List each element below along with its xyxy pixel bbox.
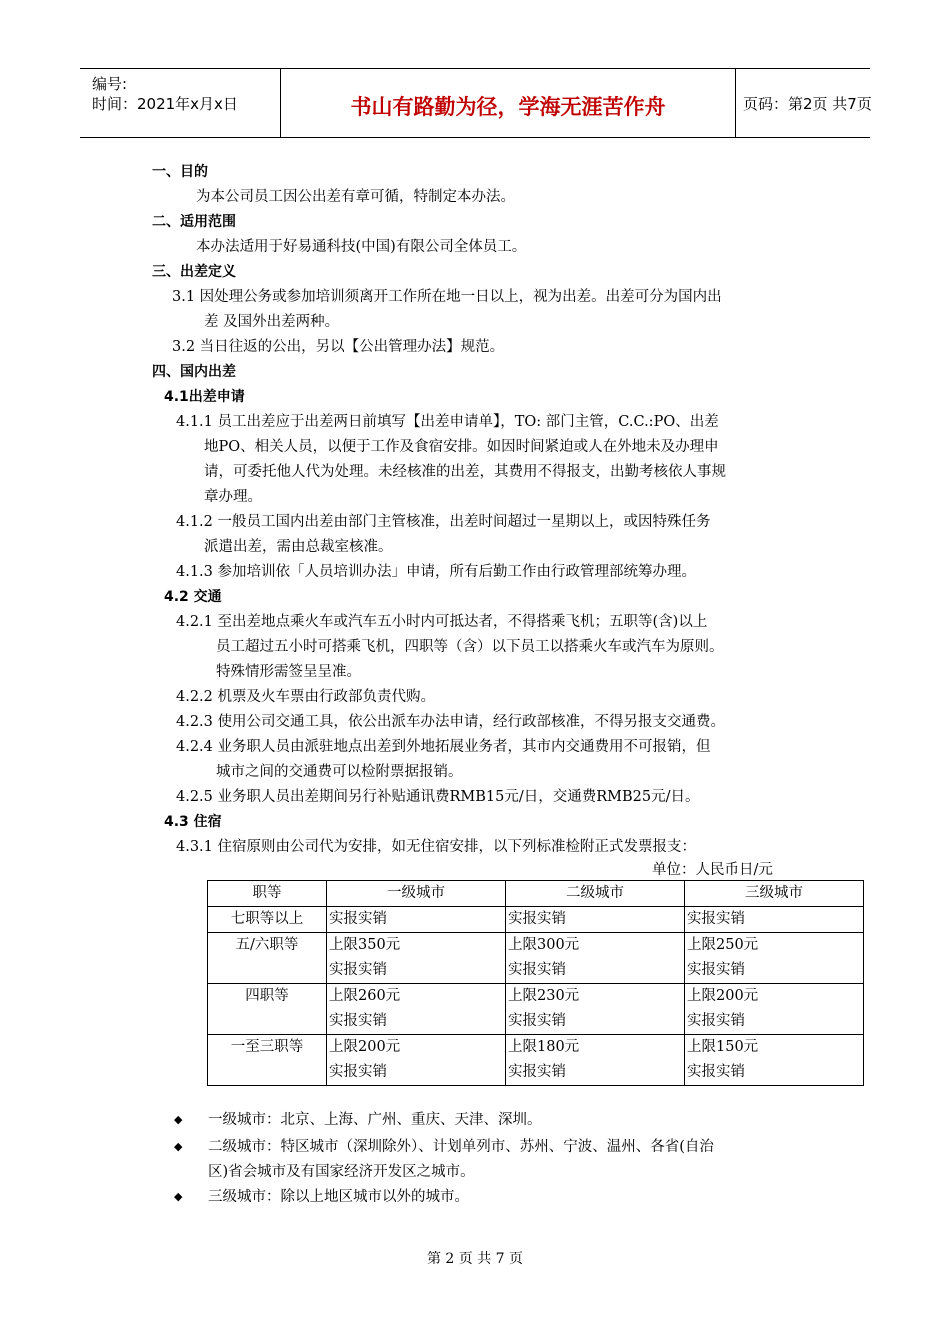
table-header-tier2: 二级城市	[506, 881, 685, 907]
clause-4-2-2: 4.2.2 机票及火车票由行政部负责代购。	[176, 689, 436, 705]
cell-line: 实报实销	[687, 962, 745, 978]
table-row	[208, 984, 864, 1035]
table-cell	[327, 984, 506, 1035]
subsection-title-4-1: 4.1出差申请	[164, 389, 245, 405]
header-right	[735, 69, 870, 137]
table-cell-grade: 四职等	[208, 984, 327, 1035]
clause-4-2-1-line2: 员工超过五小时可搭乘飞机，四职等（含）以下员工以搭乘火车或汽车为原则。	[216, 639, 724, 655]
clause-4-1-1-line2: 地PO、相关人员，以便于工作及食宿安排。如因时间紧迫或人在外地未及办理申	[204, 439, 719, 455]
subsection-title-4-2: 4.2 交通	[164, 589, 222, 605]
clause-4-1-3: 4.1.3 参加培训依「人员培训办法」申请，所有后勤工作由行政管理部统筹办理。	[176, 564, 697, 580]
page-number-label: 页码：第2页 共7页	[743, 95, 872, 113]
header-left	[80, 69, 280, 137]
clause-4-1-1-line4: 章办理。	[204, 489, 262, 505]
diamond-bullet-icon: ◆	[174, 1140, 183, 1153]
table-cell	[327, 907, 506, 933]
cell-line: 上限300元	[508, 937, 580, 953]
cell-line: 实报实销	[329, 1064, 387, 1080]
clause-4-2-3: 4.2.3 使用公司交通工具，依公出派车办法申请，经行政部核准，不得另报支交通费。	[176, 714, 726, 730]
cell-line: 上限200元	[329, 1039, 401, 1055]
section-title-domestic: 四、国内出差	[152, 364, 236, 380]
cell-line: 上限260元	[329, 988, 401, 1004]
table-row	[208, 1035, 864, 1086]
cell-line: 上限180元	[508, 1039, 580, 1055]
clause-3-1-line2: 差 及国外出差两种。	[204, 314, 340, 330]
section-title-definition: 三、出差定义	[152, 264, 236, 280]
cell-line: 上限350元	[329, 937, 401, 953]
clause-4-2-4-line2: 城市之间的交通费可以检附票据报销。	[216, 764, 463, 780]
clause-4-2-1-line1: 4.2.1 至出差地点乘火车或汽车五小时内可抵达者，不得搭乘飞机；五职等(含)以上	[176, 614, 708, 630]
table-cell	[685, 933, 864, 984]
diamond-bullet-icon: ◆	[174, 1190, 183, 1203]
table-header-tier3: 三级城市	[685, 881, 864, 907]
page-header	[80, 68, 870, 138]
table-cell	[685, 984, 864, 1035]
table-cell	[327, 1035, 506, 1086]
cell-line: 实报实销	[687, 911, 745, 927]
cell-line: 实报实销	[508, 911, 566, 927]
diamond-bullet-icon: ◆	[174, 1113, 183, 1126]
clause-3-2: 3.2 当日往返的公出，另以【公出管理办法】规范。	[172, 339, 505, 355]
clause-4-3-1: 4.3.1 住宿原则由公司代为安排，如无住宿安排，以下列标准检附正式发票报支：	[176, 839, 697, 855]
cell-line: 实报实销	[687, 1064, 745, 1080]
header-motto-cell	[280, 69, 736, 137]
lodging-standard-table	[207, 880, 864, 1086]
cell-line: 实报实销	[329, 1013, 387, 1029]
table-cell	[506, 984, 685, 1035]
cell-line: 实报实销	[329, 962, 387, 978]
section-title-scope: 二、适用范围	[152, 214, 236, 230]
subsection-title-4-3: 4.3 住宿	[164, 814, 222, 830]
bullet-tier2-line1: 二级城市：特区城市（深圳除外）、计划单列市、苏州、宁波、温州、各省(自治	[208, 1139, 714, 1155]
document-number-label: 编号:	[92, 75, 128, 93]
table-cell	[506, 1035, 685, 1086]
clause-3-1-line1: 3.1 因处理公务或参加培训须离开工作所在地一日以上，视为出差。出差可分为国内出	[172, 289, 722, 305]
table-cell-grade: 七职等以上	[208, 907, 327, 933]
table-cell	[327, 933, 506, 984]
cell-line: 上限150元	[687, 1039, 759, 1055]
cell-line: 实报实销	[508, 1064, 566, 1080]
table-row	[208, 907, 864, 933]
table-row	[208, 933, 864, 984]
table-cell-grade: 五/六职等	[208, 933, 327, 984]
section-title-purpose: 一、目的	[152, 164, 208, 180]
table-cell-grade: 一至三职等	[208, 1035, 327, 1086]
clause-4-2-1-line3: 特殊情形需签呈呈准。	[216, 664, 361, 680]
cell-line: 上限230元	[508, 988, 580, 1004]
table-cell	[685, 907, 864, 933]
bullet-tier2-line2: 区)省会城市及有国家经济开发区之城市。	[208, 1164, 475, 1180]
table-header-grade: 职等	[208, 881, 327, 907]
section-text-purpose: 为本公司员工因公出差有章可循，特制定本办法。	[196, 189, 515, 205]
table-cell	[506, 907, 685, 933]
cell-line: 实报实销	[508, 962, 566, 978]
cell-line: 上限250元	[687, 937, 759, 953]
table-cell	[506, 933, 685, 984]
section-text-scope: 本办法适用于好易通科技(中国)有限公司全体员工。	[196, 239, 527, 255]
bullet-tier3: 三级城市：除以上地区城市以外的城市。	[208, 1189, 469, 1205]
cell-line: 上限200元	[687, 988, 759, 1004]
document-time-label: 时间：2021年x月x日	[92, 95, 238, 113]
clause-4-1-2-line2: 派遣出差，需由总裁室核准。	[204, 539, 393, 555]
table-cell	[685, 1035, 864, 1086]
bullet-tier1: 一级城市：北京、上海、广州、重庆、天津、深圳。	[208, 1112, 542, 1128]
clause-4-1-1-line3: 请，可委托他人代为处理。未经核准的出差，其费用不得报支，出勤考核依人事规	[204, 464, 726, 480]
cell-line: 实报实销	[687, 1013, 745, 1029]
table-header-row	[208, 881, 864, 907]
clause-4-1-2-line1: 4.1.2 一般员工国内出差由部门主管核准，出差时间超过一星期以上，或因特殊任务	[176, 514, 711, 530]
table-unit-label: 单位：人民币日/元	[652, 862, 773, 878]
cell-line: 实报实销	[508, 1013, 566, 1029]
clause-4-1-1-line1: 4.1.1 员工出差应于出差两日前填写【出差申请单】，TO: 部门主管，C.C.:PO、出差	[176, 414, 719, 430]
header-motto: 书山有路勤为径，学海无涯苦作舟	[350, 95, 666, 119]
table-header-tier1: 一级城市	[327, 881, 506, 907]
clause-4-2-5: 4.2.5 业务职人员出差期间另行补贴通讯费RMB15元/日，交通费RMB25元/日。	[176, 789, 700, 805]
cell-line: 实报实销	[329, 911, 387, 927]
clause-4-2-4-line1: 4.2.4 业务职人员由派驻地点出差到外地拓展业务者，其市内交通费用不可报销，但	[176, 739, 711, 755]
page-footer: 第 2 页 共 7 页	[426, 1251, 524, 1267]
